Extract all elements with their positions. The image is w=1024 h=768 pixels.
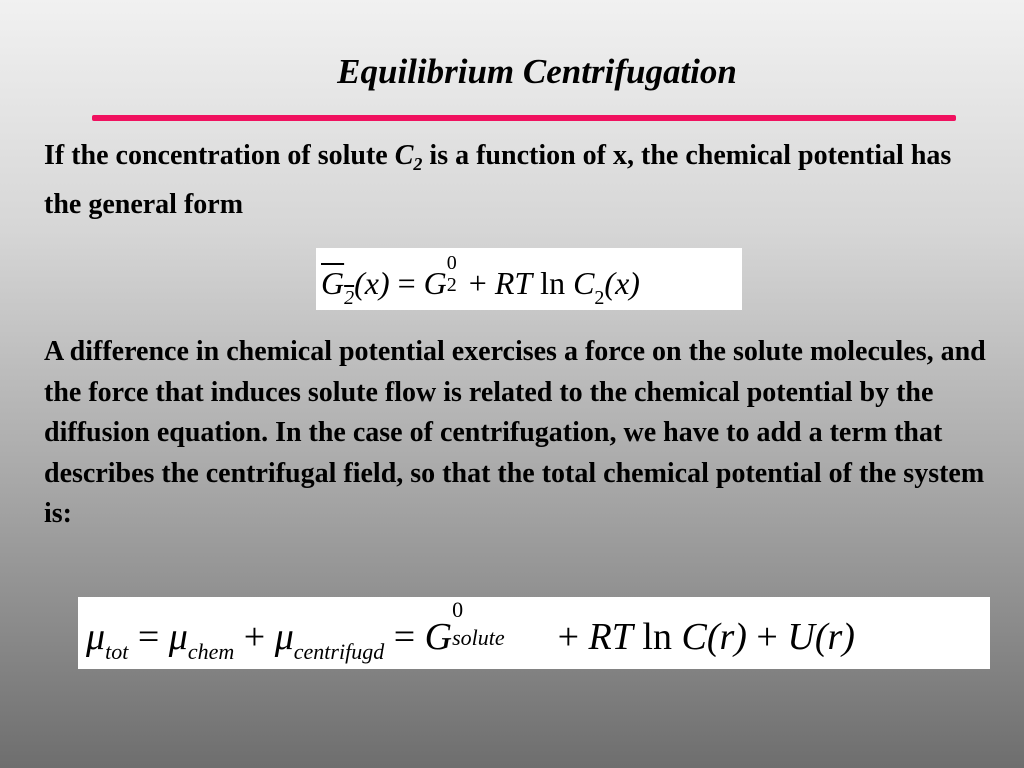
eq1-g-bar: G <box>321 265 345 301</box>
eq1-rt: RT <box>494 265 533 301</box>
eq1-g0-scripts <box>446 252 461 296</box>
eq2-ln: ln <box>632 616 682 658</box>
title-underline <box>92 115 956 121</box>
explanation-paragraph: A difference in chemical potential exercises a force on the solute molecules, and the force that induces solute flow is related to the chemical potential by the diffusion equation. In the case of centrifugation, we have to add a term that describes the centrifugal field, so that the total chemical potential of the system is: <box>44 336 986 529</box>
eq2-equals-1: = <box>128 616 169 658</box>
intro-text-b: is a function of x, the chemical potential has the general form <box>44 140 952 220</box>
eq1-c-sub: 2 <box>594 287 605 309</box>
eq2-mu-tot: μ <box>86 616 106 658</box>
eq2-plus-2: + <box>548 616 589 658</box>
slide-title: Equilibrium Centrifugation <box>337 52 737 91</box>
solute-variable: C <box>394 140 414 171</box>
eq2-plus-1: + <box>234 616 275 658</box>
intro-text-a: If the concentration of solute <box>44 140 395 171</box>
eq1-g0-sup: 0 <box>446 252 457 274</box>
eq1-lhs-arg: (x) <box>354 265 390 301</box>
eq2-plus-3: + <box>746 616 788 658</box>
eq2-equals-2: = <box>384 616 425 658</box>
eq2-mu-chem: μ <box>168 616 188 658</box>
eq2-g0-scripts <box>452 597 548 650</box>
eq2-g0: G <box>424 616 453 658</box>
eq1-c-arg: (x) <box>604 265 640 301</box>
eq2-centrifugd-sub: centrifugd <box>293 639 385 664</box>
eq2-c: C <box>681 616 707 658</box>
total-chemical-potential-equation <box>78 597 990 669</box>
eq1-g0-sub: 2 <box>446 274 457 296</box>
eq1-c: C <box>573 265 595 301</box>
eq2-g0-sup: 0 <box>452 597 464 622</box>
solute-variable-subscript: 2 <box>413 154 423 174</box>
eq2-tot-sub: tot <box>105 639 129 664</box>
eq2-mu-centrifugal: μ <box>274 616 294 658</box>
eq1-g-bar-sub: 2 <box>344 287 355 309</box>
eq1-ln: ln <box>532 265 574 301</box>
eq1-g0: G <box>423 265 447 301</box>
eq1-plus: + <box>460 265 495 301</box>
intro-paragraph <box>44 136 994 225</box>
eq1-partial-molar-g <box>321 265 355 309</box>
eq2-c-arg: (r) <box>706 616 747 658</box>
eq2-chem-sub: chem <box>187 639 235 664</box>
chemical-potential-equation <box>316 248 742 310</box>
eq2-rt: RT <box>588 616 633 658</box>
eq2-u-arg: (r) <box>814 616 855 658</box>
eq2-u: U <box>787 616 815 658</box>
eq1-equals: = <box>389 265 424 301</box>
eq2-g0-sub: solute <box>452 625 505 650</box>
